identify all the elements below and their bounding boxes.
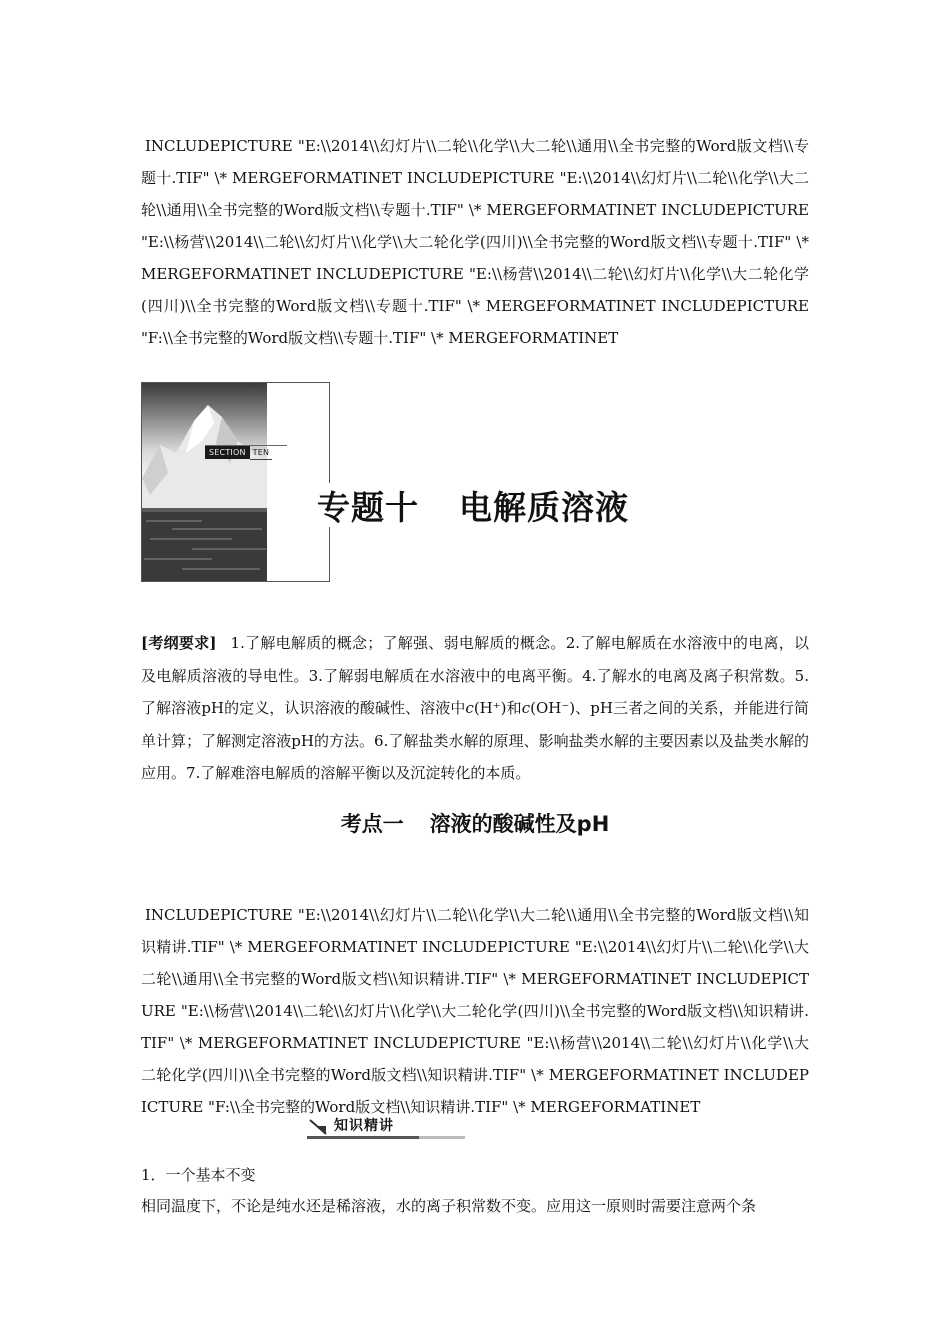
concentration-symbol: c [521,699,531,717]
hydrogen-ion: (H⁺) [473,699,507,717]
field-code-text-1: INCLUDEPICTURE "E:\\2014\\幻灯片\\二轮\\化学\\大二轮\\通用\\全书完整的Word版文档\\专题十.TIF" \* MERGEFORMATINET INCLUDEPICTURE "E:\\2014\\幻灯片\\二轮\\化学\\大二轮\\通用\\全书完整的Word版文档\\专题十.TIF" \* MERGEFORMATINET INCLUDEPICTURE "E:\\杨营\\2014\\二轮\\幻灯片\\化学\\大二轮化学(四川)\\全书完整的Word版文档\\专题十.TIF" \* MERGEFORMATINET INCLUDEPICTURE "E:\\杨营\\2014\\二轮\\幻灯片\\化学\\大二轮化学(四川)\\全书完整的Word版文档\\专题十.TIF" \* MERGEFORMATINET INCLUDEPICTURE "F:\\全书完整的Word版文档\\专题十.TIF" \* MERGEFORMATINET [141,137,809,347]
exam-requirements [141,627,809,790]
exam-point-name: 溶液的酸碱性及pH [429,812,610,836]
item-body-text: 相同温度下，不论是纯水还是稀溶液，水的离子积常数不变。应用这一原则时需要注意两个条 [141,1197,757,1215]
chapter-banner [141,382,681,584]
item-heading: 1．一个基本不变 [141,1166,256,1184]
requirements-tag: [考纲要求] [141,634,217,652]
section-label: SECTION [205,446,250,459]
field-code-paragraph-1 [141,130,809,354]
knowledge-label-strip [307,1115,465,1140]
and-word: 和 [506,699,522,717]
chapter-name: 电解质溶液 [459,488,629,527]
section-number-label: TEN [250,446,273,460]
field-code-paragraph-2 [141,899,809,1123]
corner-arrow-icon [307,1117,329,1135]
iceberg-photo [141,382,269,582]
field-code-text-2: INCLUDEPICTURE "E:\\2014\\幻灯片\\二轮\\化学\\大二轮\\通用\\全书完整的Word版文档\\知识精讲.TIF" \* MERGEFORMATINET INCLUDEPICTURE "E:\\2014\\幻灯片\\二轮\\化学\\大二轮\\通用\\全书完整的Word版文档\\知识精讲.TIF" \* MERGEFORMATINET INCLUDEPICTURE "E:\\杨营\\2014\\二轮\\幻灯片\\化学\\大二轮化学(四川)\\全书完整的Word版文档\\知识精讲.TIF" \* MERGEFORMATINET INCLUDEPICTURE "E:\\杨营\\2014\\二轮\\幻灯片\\化学\\大二轮化学(四川)\\全书完整的Word版文档\\知识精讲.TIF" \* MERGEFORMATINET INCLUDEPICTURE "F:\\全书完整的Word版文档\\知识精讲.TIF" \* MERGEFORMATINET [141,906,809,1116]
hydroxide-ion: (OH⁻) [530,699,576,717]
knowledge-label: 知识精讲 [334,1118,394,1134]
exam-point-title [0,808,950,838]
iceberg-illustration [142,383,268,581]
exam-point-number: 考点一 [340,812,404,836]
chapter-title [317,482,629,529]
requirements-text-2: 、pH三者之间的关系，并能进行简单计算；了解测定溶液pH的方法。6.了解盐类水解的原理、影响盐类水解的主要因素以及盐类水解的应用。7.了解难溶电解质的溶解平衡以及沉淀转化的本质。 [141,699,809,782]
concentration-symbol: c [465,699,474,717]
requirements-text-1: 1.了解电解质的概念；了解强、弱电解质的概念。2.了解电解质在水溶液中的电离，以及电解质溶液的导电性。3.了解弱电解质在水溶液中的电离平衡。4.了解水的电离及离子积常数。5.了解溶液pH的定义，认识溶液的酸碱性、溶液中 [141,634,809,717]
chapter-number: 专题十 [317,488,419,527]
section-tag [205,446,287,459]
